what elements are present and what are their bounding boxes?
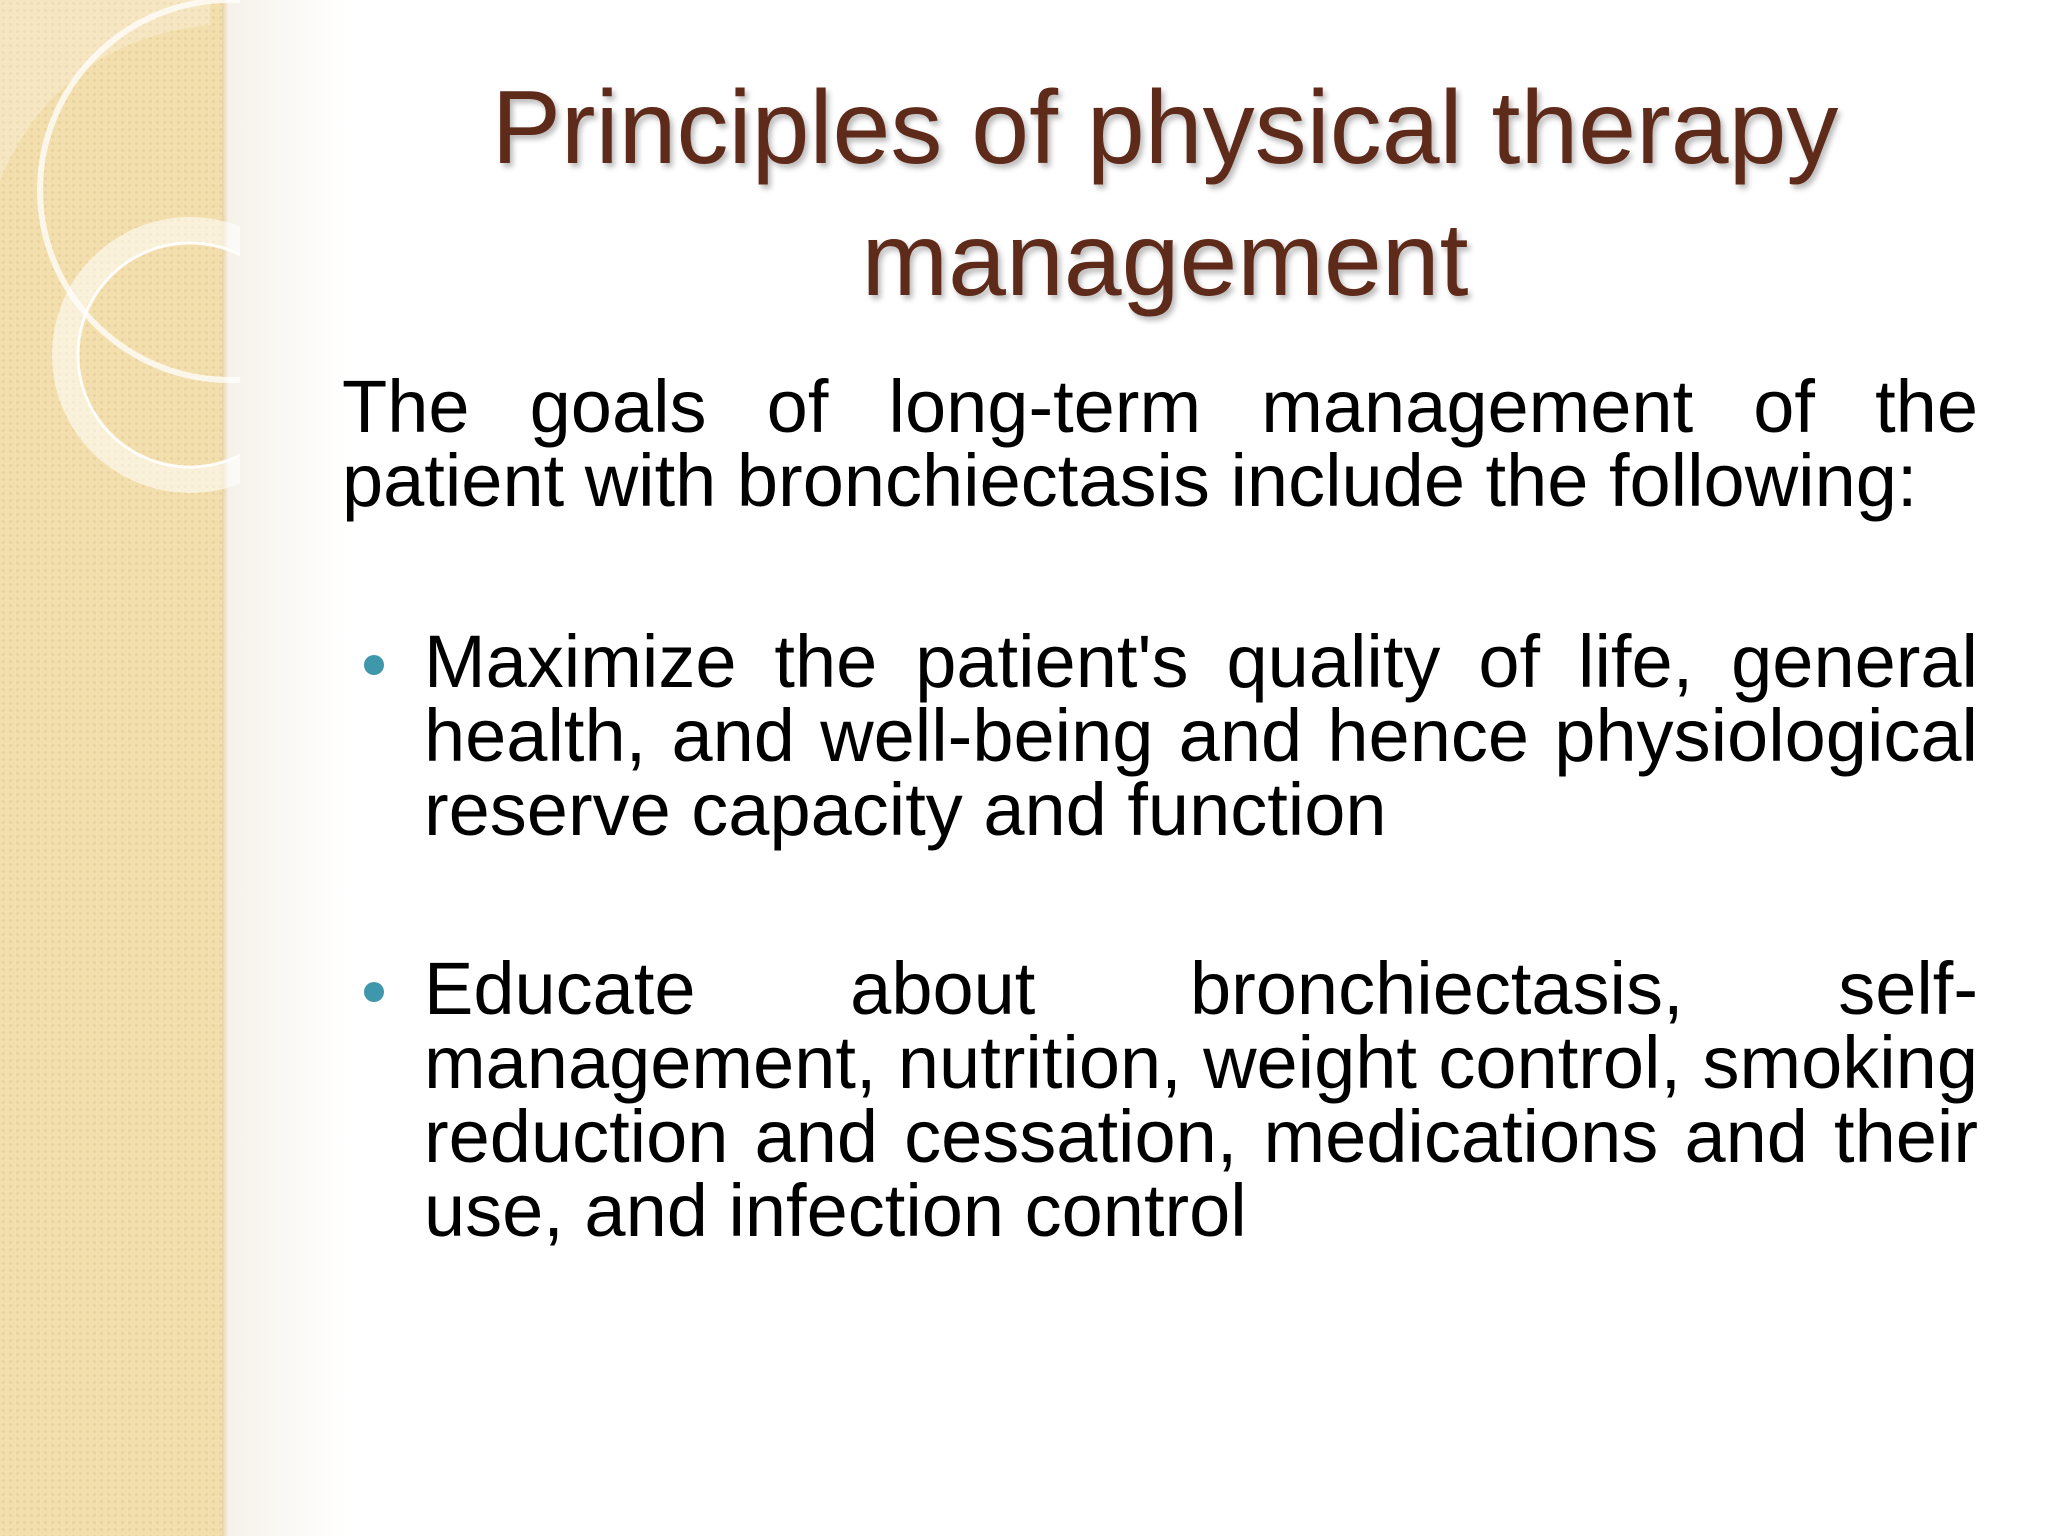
bullet-list (342, 620, 1978, 1353)
slide-title: Principles of physical therapy management (491, 70, 1839, 318)
decorative-rings (0, 0, 240, 500)
bullet-dot-icon (364, 982, 384, 1002)
bullet-item (342, 620, 1978, 851)
intro-paragraph: The goals of long-term management of the patient with bronchiectasis include the following: (342, 365, 1978, 522)
bullet-item (342, 947, 1978, 1252)
bullet-text: Maximize the patient's quality of life, general health, and well-being and hence physiological reserve capacity and function (424, 620, 1978, 851)
bullet-dot-icon (364, 655, 384, 675)
bullet-text: Educate about bronchiectasis, self-management, nutrition, weight control, smoking reduction and cessation, medications and their use, and infection control (424, 947, 1978, 1252)
